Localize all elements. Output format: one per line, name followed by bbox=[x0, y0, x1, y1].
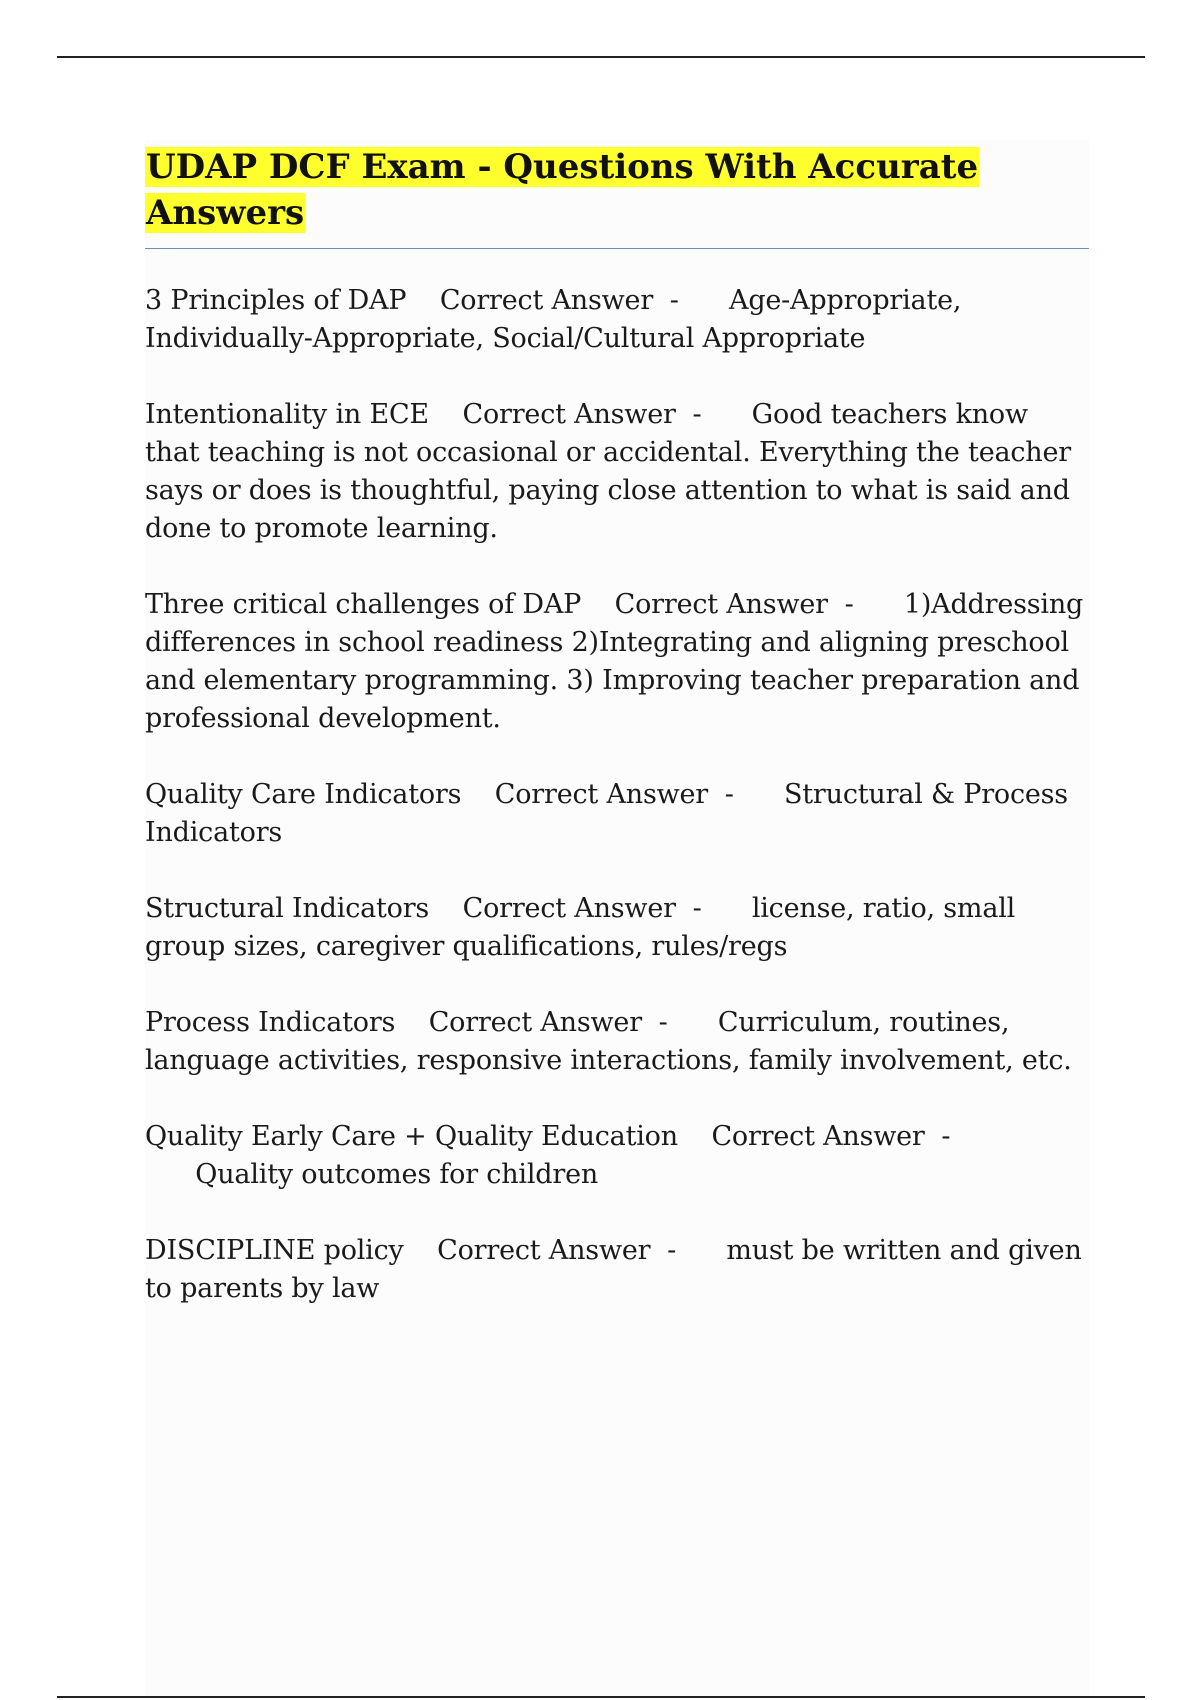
answer-label: Correct Answer - bbox=[494, 779, 734, 810]
answer-label: Correct Answer - bbox=[711, 1121, 951, 1152]
answer-text: 1)Addressing differences in school readiness 2)Integrating and aligning preschool and elementary programming. 3) Improving teacher preparation and professional development. bbox=[145, 589, 1092, 734]
answer-text: Structural & Process Indicators bbox=[145, 779, 1077, 848]
question-text: Three critical challenges of DAP bbox=[145, 589, 582, 620]
answer-label: Correct Answer - bbox=[462, 893, 702, 924]
qa-item bbox=[145, 1004, 1089, 1080]
question-text: Process Indicators bbox=[145, 1007, 396, 1038]
qa-item bbox=[145, 890, 1089, 966]
title-highlight: UDAP DCF Exam - Questions With Accurate Answers bbox=[146, 147, 979, 233]
qa-item bbox=[145, 1232, 1089, 1308]
qa-item bbox=[145, 776, 1089, 852]
question-text: Structural Indicators bbox=[145, 893, 430, 924]
answer-text: license, ratio, small group sizes, caregiver qualifications, rules/regs bbox=[145, 893, 1024, 962]
qa-item bbox=[145, 282, 1089, 358]
top-rule bbox=[57, 56, 1145, 58]
qa-item bbox=[145, 1118, 1089, 1194]
answer-text: Quality outcomes for children bbox=[195, 1159, 599, 1190]
answer-label: Correct Answer - bbox=[462, 399, 702, 430]
bottom-rule bbox=[57, 1696, 1145, 1698]
answer-label: Correct Answer - bbox=[614, 589, 854, 620]
qa-list bbox=[145, 282, 1092, 1346]
question-text: 3 Principles of DAP bbox=[145, 285, 407, 316]
answer-label: Correct Answer - bbox=[439, 285, 679, 316]
question-text: Quality Care Indicators bbox=[145, 779, 462, 810]
answer-text: Age-Appropriate, Individually-Appropriate, Social/Cultural Appropriate bbox=[145, 285, 970, 354]
answer-label: Correct Answer - bbox=[428, 1007, 668, 1038]
answer-label: Correct Answer - bbox=[437, 1235, 677, 1266]
title-underline bbox=[145, 248, 1089, 249]
qa-item bbox=[145, 396, 1089, 548]
answer-text: Curriculum, routines, language activities, responsive interactions, family involvement, etc. bbox=[145, 1007, 1072, 1076]
question-text: Intentionality in ECE bbox=[145, 399, 429, 430]
question-text: DISCIPLINE policy bbox=[145, 1235, 404, 1266]
answer-text: Good teachers know that teaching is not occasional or accidental. Everything the teacher says or does is thoughtful, paying close attention to what is said and done to promote learning. bbox=[145, 399, 1080, 544]
document-title bbox=[145, 144, 1089, 236]
answer-text: must be written and given to parents by law bbox=[145, 1235, 1091, 1304]
qa-item bbox=[145, 586, 1092, 738]
question-text: Quality Early Care + Quality Education bbox=[145, 1121, 678, 1152]
